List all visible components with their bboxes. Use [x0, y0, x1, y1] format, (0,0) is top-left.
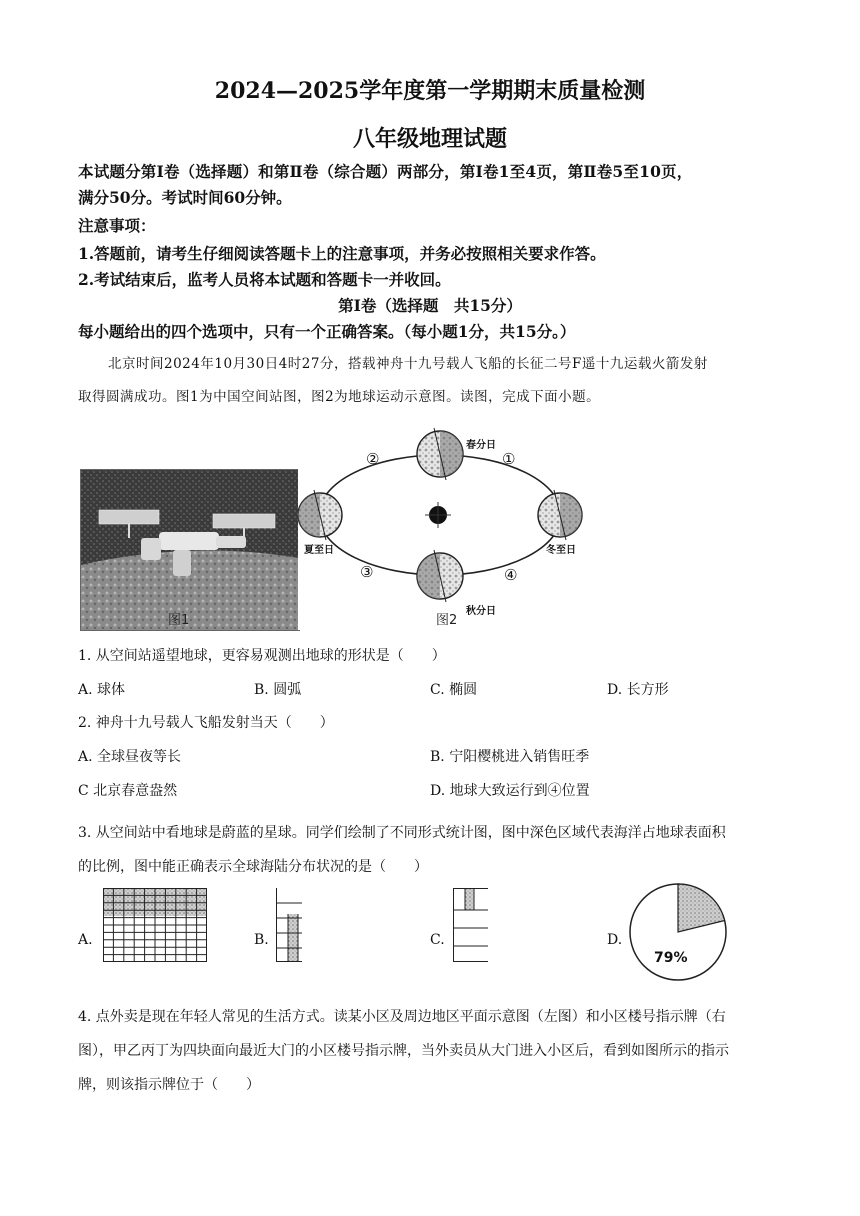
- q4-stem-2: 图），甲乙丙丁为四块面向最近大门的小区楼号指示牌，当外卖员从大门进入小区后，看到如图所示的指示: [78, 1043, 729, 1059]
- q3-bar-chart-b: [276, 888, 324, 962]
- space-station-illustration: [81, 470, 299, 630]
- label-spring: 春分日: [466, 440, 496, 451]
- q1-option-a: A. 球体: [78, 682, 126, 698]
- q3-option-c: C.: [430, 932, 445, 948]
- label-summer: 夏至日: [304, 545, 334, 556]
- orbit-pos-2: ②: [366, 450, 380, 468]
- q4-stem-1: 4. 点外卖是现在年轻人常见的生活方式。读某小区及周边地区平面示意图（左图）和小区楼号指示牌（右: [78, 1009, 726, 1025]
- q2-option-a: A. 全球昼夜等长: [78, 749, 182, 765]
- passage-line-2: 取得圆满成功。图1为中国空间站图，图2为地球运动示意图。读图，完成下面小题。: [78, 389, 601, 405]
- label-winter: 冬至日: [546, 545, 576, 556]
- exam-title: 2024—2025学年度第一学期期末质量检测: [214, 78, 646, 104]
- q4-stem-3: 牌，则该指示牌位于（ ）: [78, 1077, 260, 1093]
- q3-bar-chart-c: [453, 888, 501, 962]
- q3-option-a: A.: [78, 932, 93, 948]
- q1-stem: 1. 从空间站遥望地球，更容易观测出地球的形状是（ ）: [78, 648, 446, 664]
- q1-option-c: C. 椭圆: [430, 682, 478, 698]
- label-autumn: 秋分日: [466, 606, 496, 617]
- part1-heading: 第Ⅰ卷（选择题 共15分）: [338, 296, 522, 315]
- figure1-caption: 图1: [168, 613, 190, 628]
- earth-orbit-diagram: [298, 418, 588, 630]
- q3-stem-2: 的比例，图中能正确表示全球海陆分布状况的是（ ）: [78, 859, 428, 875]
- notice-item-2: 2.考试结束后，监考人员将本试题和答题卡一并收回。: [78, 270, 451, 289]
- orbit-pos-4: ④: [504, 566, 518, 584]
- q3-option-b: B.: [254, 932, 269, 948]
- part1-instruction: 每小题给出的四个选项中，只有一个正确答案。（每小题1分，共15分。）: [78, 322, 576, 341]
- notice-title: 注意事项：: [78, 216, 156, 235]
- orbit-pos-3: ③: [360, 563, 374, 581]
- orbit-pos-1: ①: [502, 450, 516, 468]
- orbit-svg: [298, 418, 588, 630]
- intro-line-2: 满分50分。考试时间60分钟。: [78, 188, 292, 207]
- q1-option-d: D. 长方形: [607, 682, 669, 698]
- q2-option-d: D. 地球大致运行到④位置: [430, 783, 590, 799]
- q2-option-b: B. 宁阳樱桃进入销售旺季: [430, 749, 590, 765]
- q3-grid-chart: [103, 888, 207, 962]
- pie-percent-label: 79%: [654, 950, 688, 966]
- passage-line-1: 北京时间2024年10月30日4时27分，搭载神舟十九号载人飞船的长征二号F遥十九运载火箭发射: [108, 356, 708, 372]
- q2-option-c: C 北京春意盎然: [78, 783, 178, 799]
- space-station-photo: [80, 469, 300, 631]
- figure2-caption: 图2: [436, 613, 458, 628]
- intro-line-1: 本试题分第Ⅰ卷（选择题）和第Ⅱ卷（综合题）两部分，第Ⅰ卷1至4页，第Ⅱ卷5至10页，: [78, 162, 693, 181]
- q2-stem: 2. 神舟十九号载人飞船发射当天（ ）: [78, 715, 334, 731]
- q3-stem-1: 3. 从空间站中看地球是蔚蓝的星球。同学们绘制了不同形式统计图，图中深色区域代表海洋占地球表面积: [78, 825, 726, 841]
- q1-option-b: B. 圆弧: [254, 682, 302, 698]
- q3-pie-chart: [626, 880, 730, 984]
- notice-item-1: 1.答题前，请考生仔细阅读答题卡上的注意事项，并务必按照相关要求作答。: [78, 244, 606, 263]
- q3-option-d: D.: [607, 932, 623, 948]
- exam-subtitle: 八年级地理试题: [352, 126, 507, 152]
